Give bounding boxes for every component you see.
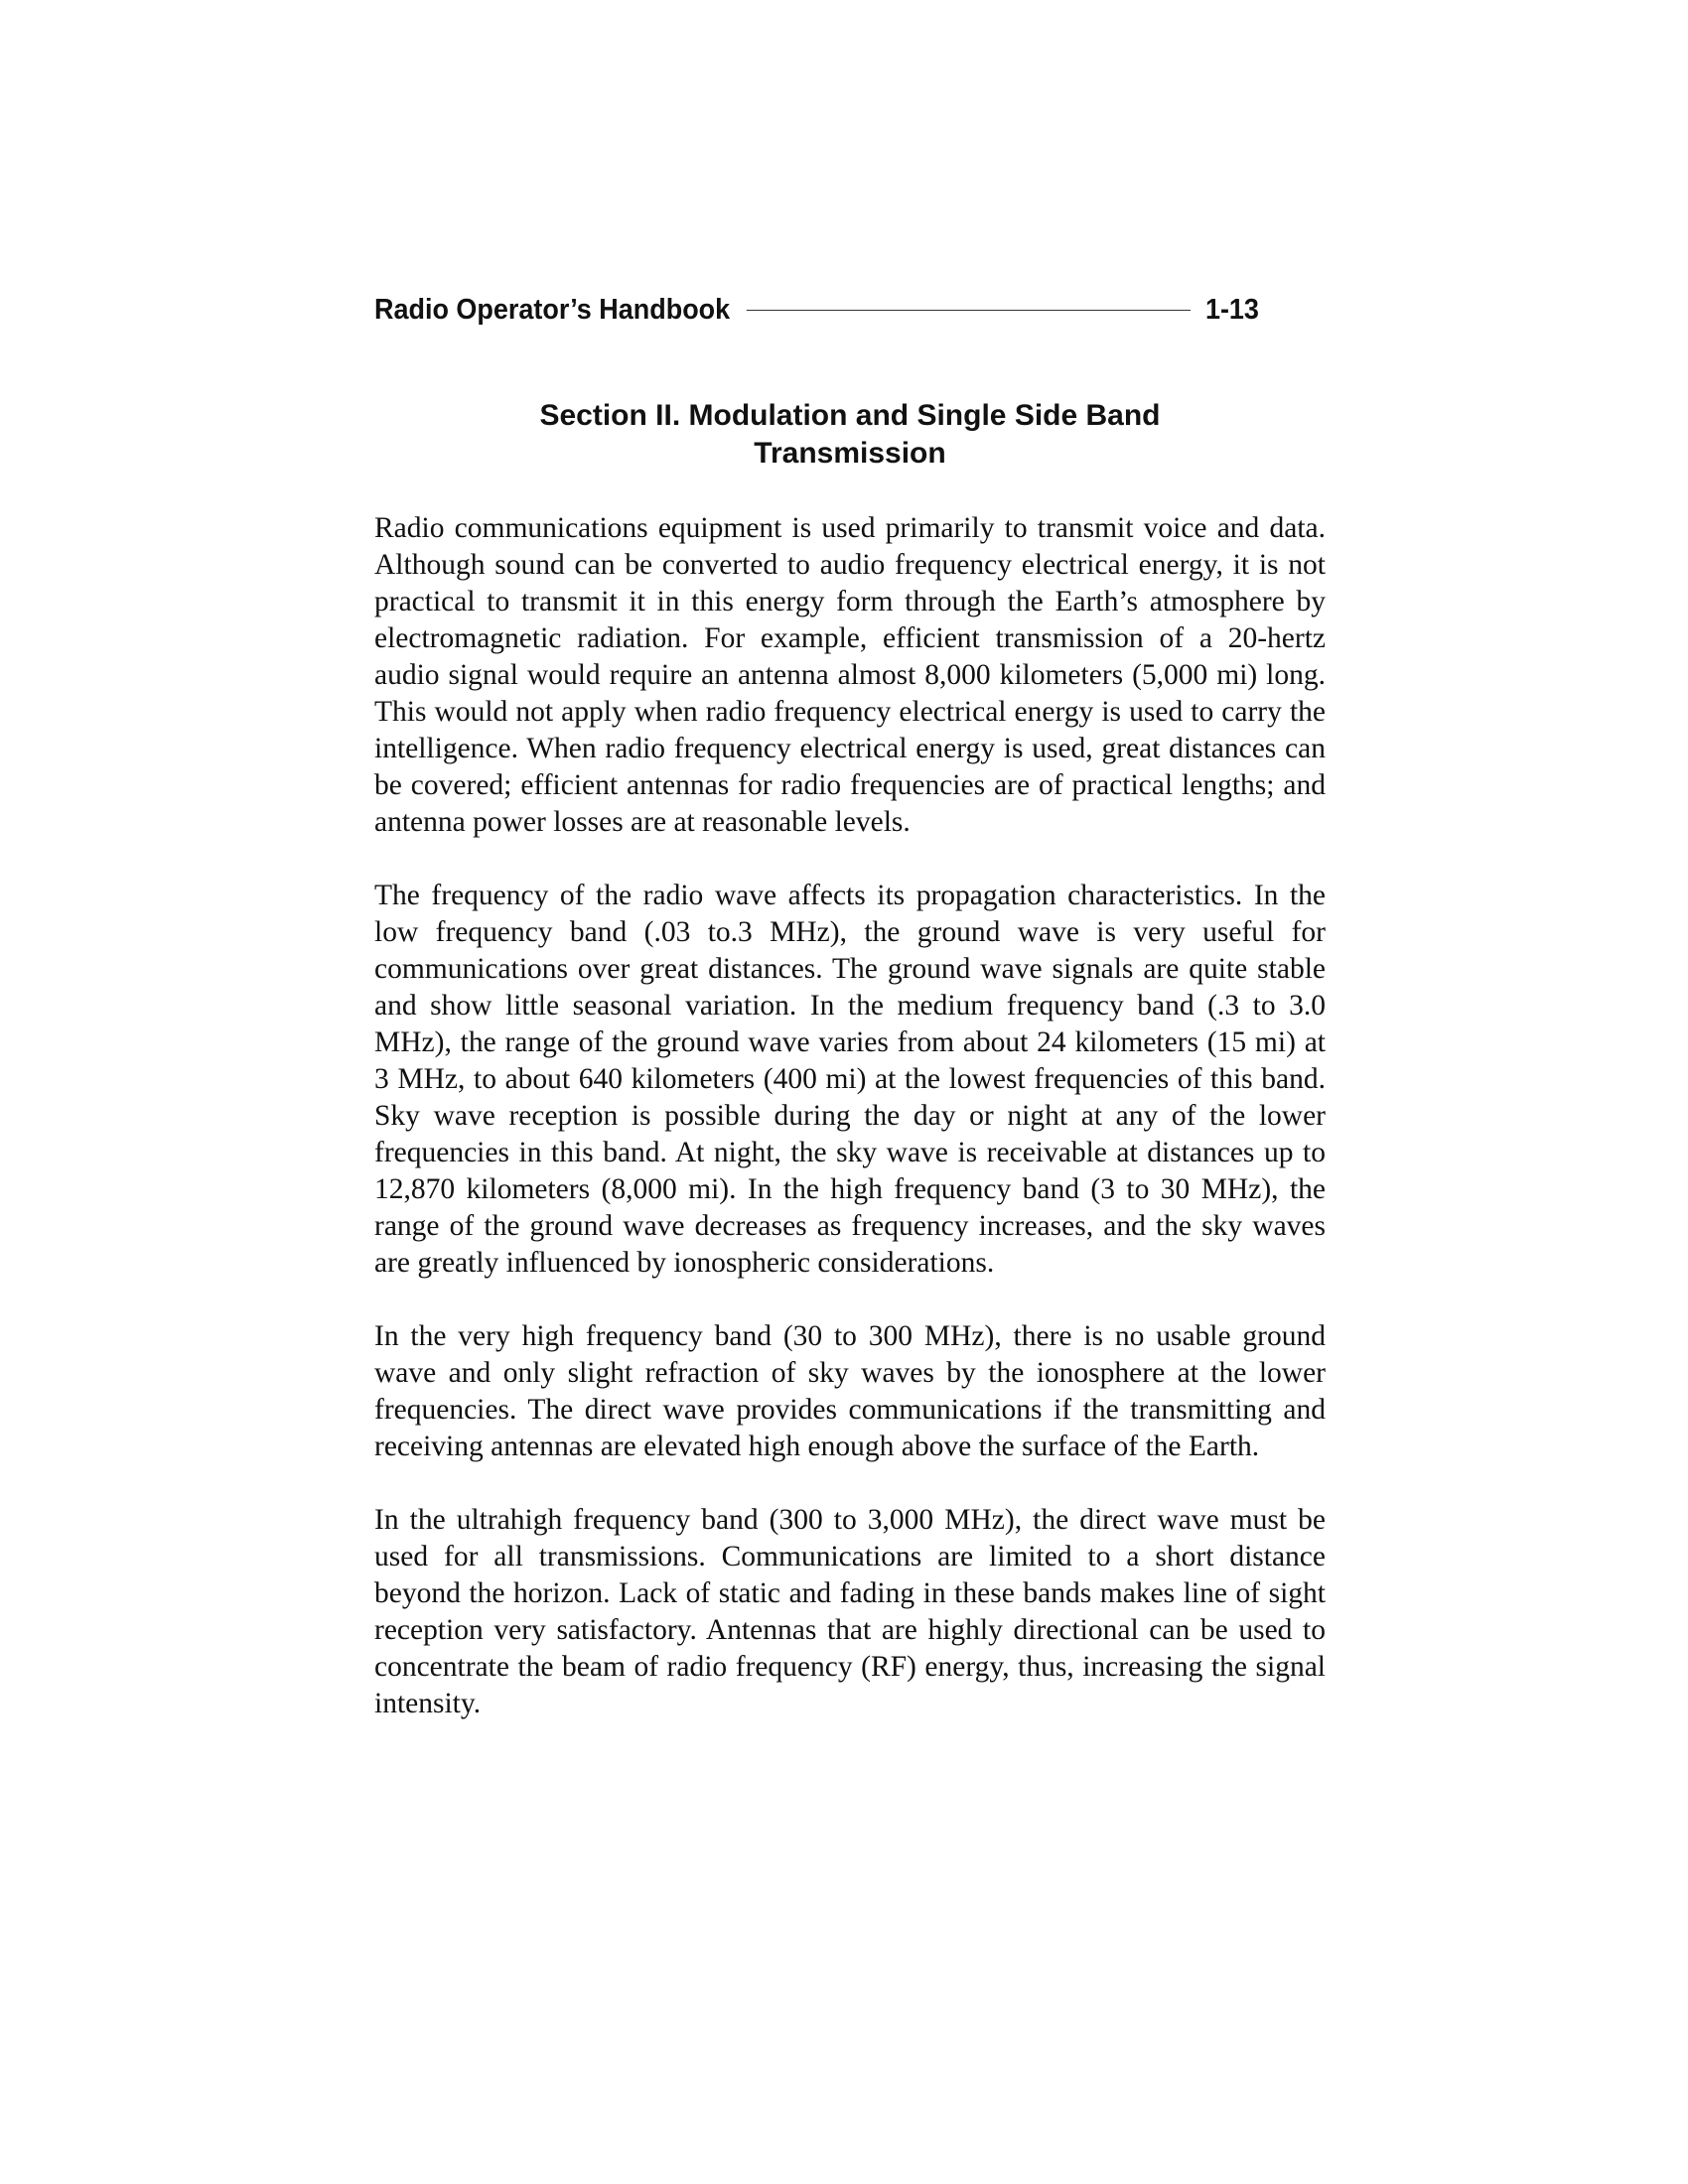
header-rule: [747, 310, 1191, 311]
paragraph: In the ultrahigh frequency band (300 to 3,000 MHz), the direct wave must be used for all transmissions. Communications are limited to a short distance beyond the horizon. Lack of static and fading in these bands makes line of sight reception very satisfactory. Antennas that are highly directional can be used to concentrate the beam of radio frequency (RF) energy, thus, increasing the signal intensity.: [374, 1504, 1326, 1719]
section-title-line-2: Transmission: [754, 437, 946, 470]
section-title-line-1: Section II. Modulation and Single Side Band: [539, 399, 1161, 432]
page-number: 1-13: [1204, 294, 1259, 326]
paragraph: The frequency of the radio wave affects its propagation characteristics. In the low frequency band (.03 to.3 MHz), the ground wave is very useful for communications over great distances. The ground wave signals are quite stable and show little seasonal variation. In the medium frequency band (.3 to 3.0 MHz), the range of the ground wave varies from about 24 kilometers (15 mi) at 3 MHz, to about 640 kilometers (400 mi) at the lowest frequencies of this band. Sky wave reception is possible during the day or night at any of the lower frequencies in this band. At night, the sky wave is receivable at distances up to 12,870 kilometers (8,000 mi). In the high frequency band (3 to 30 MHz), the range of the ground wave decreases as frequency increases, and the sky waves are greatly influenced by ionospheric considerations.: [374, 880, 1326, 1279]
paragraph: Radio communications equipment is used primarily to transmit voice and data. Although sound can be converted to audio frequency electrical energy, it is not practical to transmit it in this energy form through the Earth’s atmosphere by electromagnetic radiation. For example, efficient transmission of a 20-hertz audio signal would require an antenna almost 8,000 kilometers (5,000 mi) long. This would not apply when radio frequency electrical energy is used to carry the intelligence. When radio frequency electrical energy is used, great distances can be covered; efficient antennas for radio frequencies are of practical lengths; and antenna power losses are at reasonable levels.: [374, 512, 1326, 838]
section-title: [374, 397, 1326, 473]
body-text: [374, 510, 1326, 1759]
running-header: [374, 294, 1259, 327]
paragraph: In the very high frequency band (30 to 300 MHz), there is no usable ground wave and only slight refraction of sky waves by the ionosphere at the lower frequencies. The direct wave provides communications if the transmitting and receiving antennas are elevated high enough above the surface of the Earth.: [374, 1320, 1326, 1462]
book-title: Radio Operator’s Handbook: [374, 294, 731, 326]
